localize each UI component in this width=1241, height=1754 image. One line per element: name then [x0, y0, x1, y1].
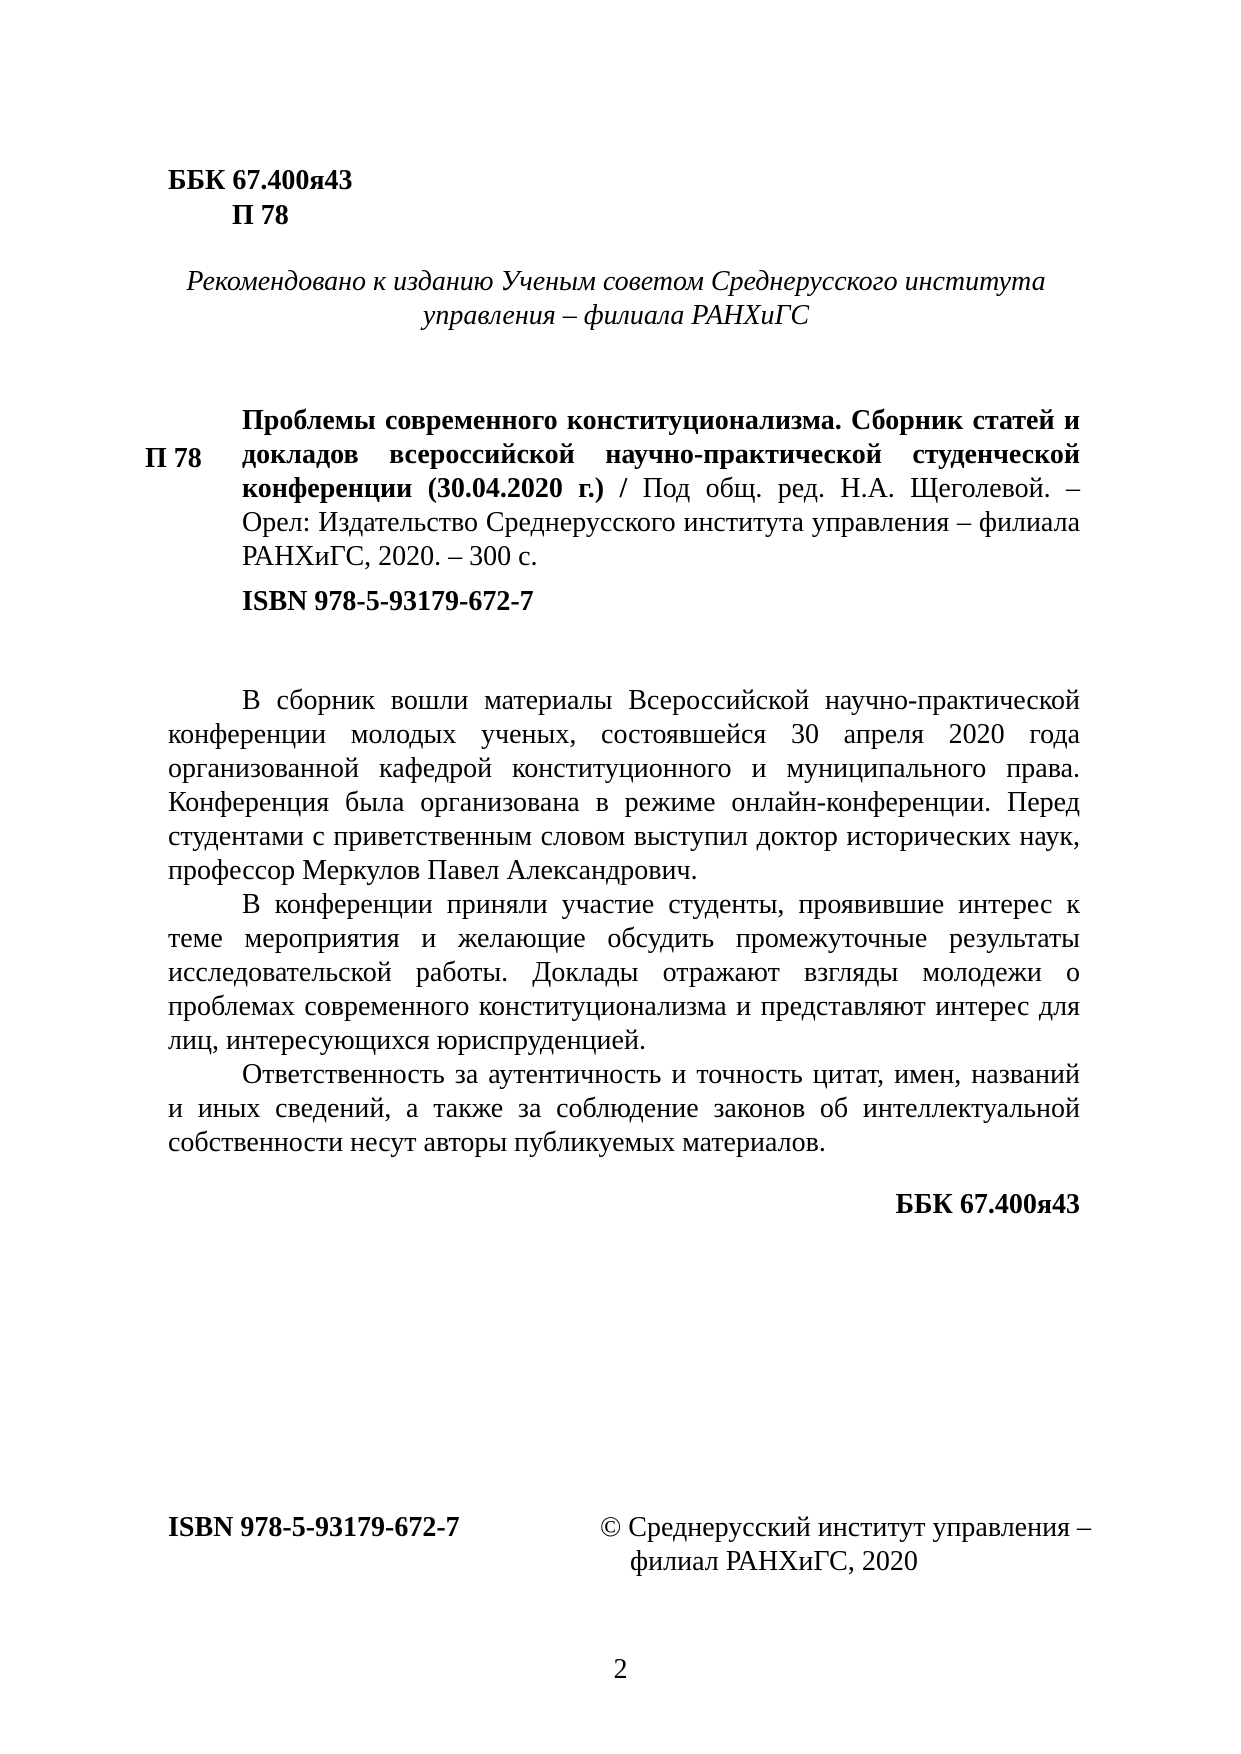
abstract-paragraph-1: В сборник вошли материалы Всероссийской научно-практической конференции молодых ученых, состоявшейся 30 апреля 2020 года организованной кафедрой конституционного и муниципального права. Конференция была организована в режиме онлайн-конференции. Перед студентами с приветственным словом выступил доктор исторических наук, профессор Меркулов Павел Александрович. [168, 685, 1080, 886]
abstract [168, 684, 1080, 1160]
author-mark-top: П 78 [232, 200, 289, 231]
bibliographic-details: Под общ. ред. Н.А. Щеголевой. – Орел: Издательство Среднерусского института управления – филиала РАНХиГС, 2020. – 300 с. [242, 473, 1080, 572]
copyright-line-1: © Среднерусский институт управления – [600, 1512, 1091, 1543]
bbk-code-bottom: ББК 67.400я43 [895, 1189, 1080, 1220]
copyright-notice [600, 1511, 1091, 1579]
isbn-bottom: ISBN 978-5-93179-672-7 [168, 1512, 460, 1543]
abstract-paragraph-3: Ответственность за аутентичность и точность цитат, имен, названий и иных сведений, а также за соблюдение законов об интеллектуальной собственности несут авторы публикуемых материалов. [168, 1059, 1080, 1158]
bbk-code-top: ББК 67.400я43 [168, 165, 353, 196]
copyright-line-2: филиал РАНХиГС, 2020 [630, 1546, 918, 1577]
bibliographic-description [242, 404, 1080, 574]
author-mark-side: П 78 [145, 443, 202, 474]
page-number: 2 [613, 1654, 628, 1685]
isbn-middle: ISBN 978-5-93179-672-7 [242, 586, 534, 617]
abstract-paragraph-2: В конференции приняли участие студенты, проявившие интерес к теме мероприятия и желающие обсудить промежуточные результаты исследовательской работы. Доклады отражают взгляды молодежи о проблемах современного конституционализма и представляют интерес для лиц, интересующихся юриспруденцией. [168, 889, 1080, 1056]
book-title: Проблемы современного конституционализма. Сборник статей и докладов всероссийской научно-практической студенческой конференции (30.04.2020 г.) / [242, 405, 1080, 504]
recommendation-note: Рекомендовано к изданию Ученым советом Среднерусского института управления – филиала РАНХиГС [186, 266, 1046, 331]
